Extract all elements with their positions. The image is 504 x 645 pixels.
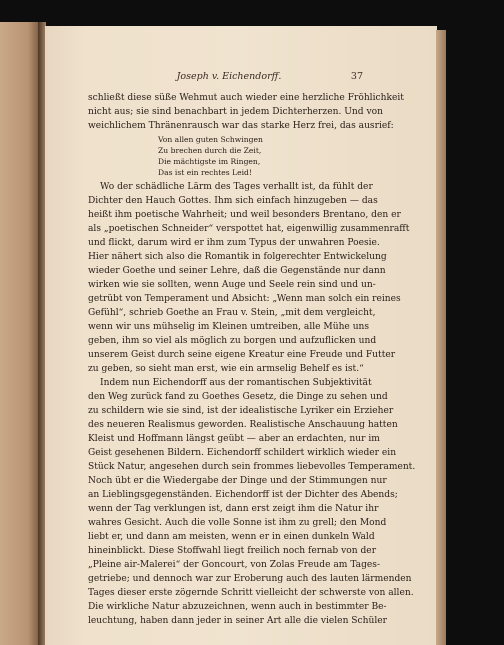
text-line: wenn der Tag verklungen ist, dann erst zeigt ihm die Natur ihr [88,504,379,514]
text-line: Wo der schädliche Lärm des Tages verhallt ist, da fühlt der [100,182,373,192]
text-line: wirken wie sie sollten, wenn Auge und Seele rein sind und un- [88,280,376,290]
text-line: heißt ihm poetische Wahrheit; und weil besonders Brentano, den er [88,210,401,220]
text-line: getrübt von Temperament und Absicht: „Wenn man solch ein reines [88,294,401,304]
text-line: hineinblickt. Diese Stoffwahl liegt freilich noch fernab von der [88,546,377,556]
text-line: Noch übt er die Wiedergabe der Dinge und der Stimmungen nur [88,476,387,486]
text-line: und flickt, darum wird er ihm zum Typus der unwahren Poesie. [88,238,380,248]
text-line: Stück Natur, angesehen durch sein frommes liebevolles Temperament. [88,462,416,472]
text-line: des neueren Realismus geworden. Realistische Anschauung hatten [88,420,398,430]
page-number: 37 [350,71,363,82]
text-line: „Pleine air-Malerei“ der Goncourt, von Zolas Freude am Tages- [88,560,381,570]
poem-line: Das ist ein rechtes Leid! [158,168,252,177]
poem-line: Von allen guten Schwingen [158,135,263,144]
text-line: Dichter den Hauch Gottes. Ihm sich einfach hinzugeben — das [88,196,378,206]
text-line: Geist gesehenen Bildern. Eichendorff schildert wirklich wieder ein [88,448,397,458]
text-line: liebt er, und dann am meisten, wenn er in einen dunkeln Wald [88,532,375,542]
text-line: unserem Geist durch seine eigene Kreatur eine Freude und Futter [88,350,396,360]
text-line: an Lieblingsgegenständen. Eichendorff ist der Dichter des Abends; [88,490,398,500]
text-line: getriebe; und dennoch war zur Eroberung auch des lauten lärmenden [88,574,412,584]
text-line: nicht aus; sie sind benachbart in jedem Dichterherzen. Und von [88,107,383,117]
running-header [95,71,363,85]
text-line: wahres Gesicht. Auch die volle Sonne ist ihm zu grell; den Mond [88,518,387,528]
text-line: weichlichem Thränenrausch war das starke Herz frei, das ausrief: [88,121,394,131]
text-line: Hier nähert sich also die Romantik in folgerechter Entwickelung [88,252,387,262]
text-line: zu schildern wie sie sind, ist der idealistische Lyriker ein Erzieher [88,406,394,416]
text-line: Gefühl“, schrieb Goethe an Frau v. Stein, „mit dem vergleicht, [88,308,376,318]
poem-line: Die mächtigste im Ringen, [158,157,261,166]
text-line: Tages dieser erste zögernde Schritt vielleicht der schwerste von allen. [88,588,414,598]
text-line: Kleist und Hoffmann längst geübt — aber an erdachten, nur im [88,434,380,444]
poem-quote [88,134,366,178]
left-page-edge [0,22,40,645]
text-line: geben, ihm so viel als möglich zu borgen und aufzuflicken und [88,336,377,346]
text-line: den Weg zurück fand zu Goethes Gesetz, die Dinge zu sehen und [88,392,388,402]
text-line: zu geben, so sieht man erst, wie ein armselig Behelf es ist.“ [88,364,364,374]
poem-line: Zu brechen durch die Zeit, [158,146,262,155]
page-stack-edge [436,30,446,645]
text-line: als „poetischen Schneider“ verspottet hat, eigenwillig zusammenrafft [88,224,410,234]
text-line: wieder Goethe und seiner Lehre, daß die Gegenstände nur dann [88,266,386,276]
running-head-title: Joseph v. Eichendorff. [176,71,282,82]
text-line: Die wirkliche Natur abzuzeichnen, wenn auch in bestimmter Be- [88,602,387,612]
text-line: leuchtung, haben dann jeder in seiner Art alle die vielen Schüler [88,616,387,626]
text-line: wenn wir uns mühselig im Kleinen umtreiben, alle Mühe uns [88,322,370,332]
text-line: Indem nun Eichendorff aus der romantischen Subjektivität [100,378,372,388]
body-text [88,91,416,628]
text-line: schließt diese süße Wehmut auch wieder eine herzliche Fröhlichkeit [88,93,404,103]
